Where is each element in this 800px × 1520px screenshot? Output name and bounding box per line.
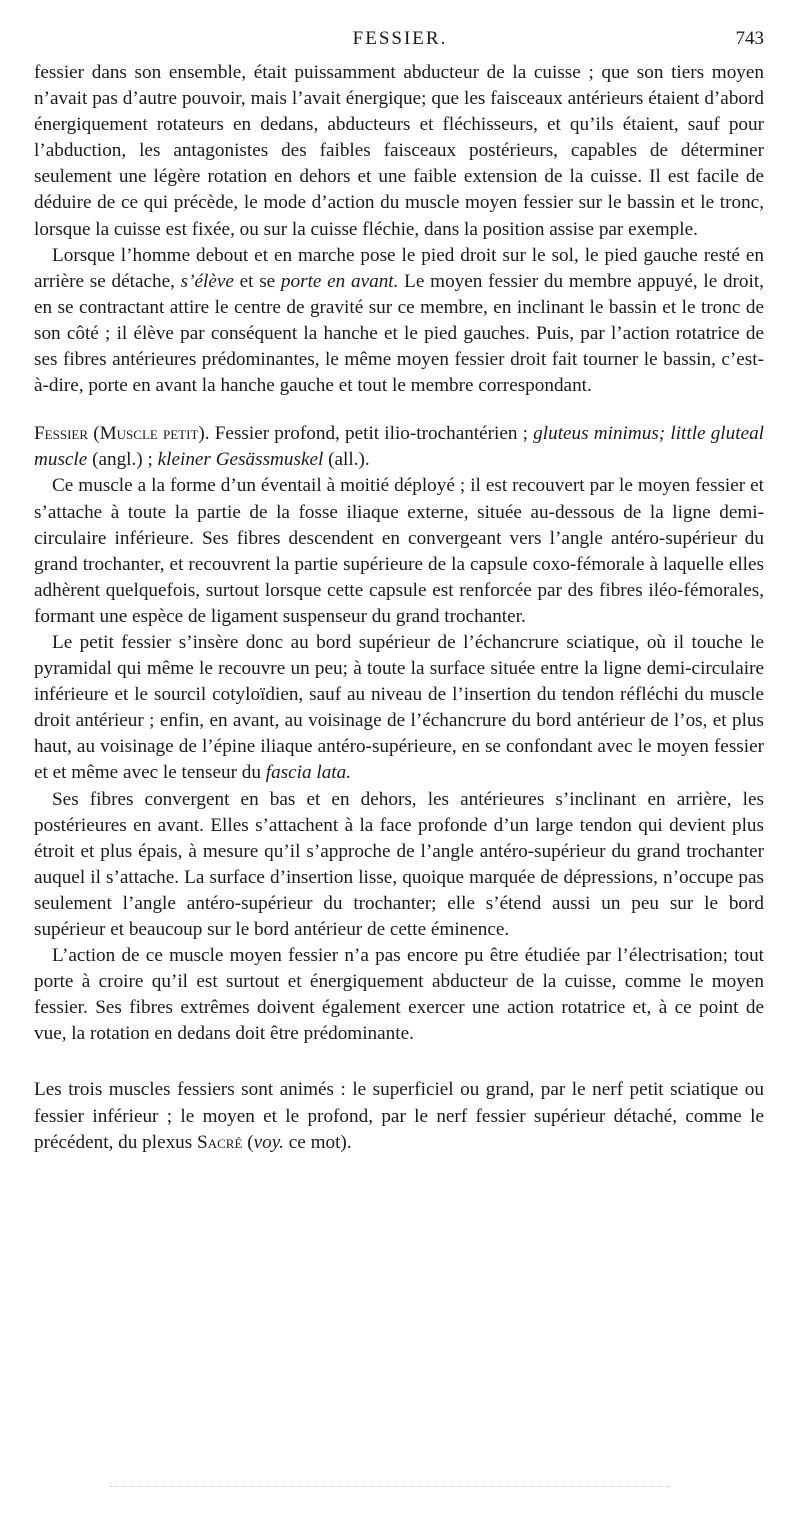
text-run: Les trois muscles fessiers sont animés : le superficiel ou grand, par le nerf petit sciatique ou fessier inférieur ; le moyen et le profond, par le nerf fessier supérieur détaché, comme le précédent, du plexus (34, 1079, 764, 1153)
text-run: Le petit fessier s’insère donc au bord supérieur de l’échancrure sciatique, où il touche le pyramidal qui même le recouvre un peu; à toute la surface située entre la ligne demi-circulaire inférieure et le sourcil cotyloïdien, sauf au niveau de l’insertion du tendon réfléchi du muscle droit antérieur ; enfin, en avant, au voisinage de l’échancrure du bord antérieur de l’os, et plus haut, au voisinage de l’épine iliaque antéro-supérieure, en se confondant avec le moyen fessier et et même avec le tenseur du (34, 631, 764, 784)
body-text (34, 60, 764, 1156)
entry-term: Fessier (34, 423, 89, 445)
paragraph-innervation (34, 1077, 764, 1155)
text-run: ce mot). (283, 1131, 352, 1153)
section-gap (34, 1047, 764, 1077)
paragraph-continuation: fessier dans son ensemble, était puissamment abducteur de la cuisse ; que son tiers moyen n’avait pas d’autre pouvoir, mais l’avait énergique; que les faisceaux antérieurs étaient d’abord énergiquement rotateurs en dedans, abducteurs et fléchisseurs, et qu’ils étaient, sauf pour l’abduction, les antagonistes des faibles faisceaux postérieurs, capables de déterminer seulement une légère rotation en dehors et une faible extension de la cuisse. Il est facile de déduire de ce qui précède, le mode d’action du muscle moyen fessier sur le bassin et le tronc, lorsque la cuisse est fixée, ou sur la cuisse fléchie, dans la position assise par exemple. (34, 62, 764, 240)
italic-term: porte en avant. (280, 270, 399, 292)
entry-latin: gluteus minimus; little gluteal muscle (34, 423, 765, 471)
italic-term: voy. (253, 1131, 284, 1153)
text-run: et se (233, 270, 281, 292)
page-number: 743 (735, 28, 764, 49)
entry-synonyms: Fessier profond, petit ilio-trochantérien ; (209, 423, 534, 445)
paragraph-fibres: Ses fibres convergent en bas et en dehors, les antérieures s’inclinant en arrière, les postérieures en avant. Elles s’attachent à la face profonde d’un large tendon qui devient plus étroit et plus épais, à mesure qu’il s’approche de l’angle antéro-supérieur du grand trochanter auquel il s’attache. La surface d’insertion lisse, quoique marquée de dépressions, n’occupe pas seulement l’angle antéro-supérieur du trochanter; elle s’étend aussi un peu sur le bord supérieur et beaucoup sur le bord antérieur de cette éminence. (34, 788, 764, 940)
text-run: Lorsque l’homme debout et en marche pose le pied droit sur le sol, le pied gauche resté en arrière se détache, (34, 244, 764, 292)
entry-lang-engl: (angl.) ; (87, 449, 158, 471)
italic-term: fascia lata. (265, 762, 352, 784)
entry-heading (34, 421, 764, 473)
cross-reference: Sacré (197, 1131, 243, 1153)
running-title: FESSIER. (352, 28, 448, 49)
running-head (0, 28, 800, 58)
text-run: ( (242, 1131, 254, 1153)
entry-german: kleiner Gesässmuskel (157, 449, 324, 471)
entry-lang-all: (all.). (323, 449, 370, 471)
paragraph-action: L’action de ce muscle moyen fessier n’a pas encore pu être étudiée par l’électrisation; tout porte à croire qu’il est surtout et énergiquement abducteur de la cuisse, comme le moyen fessier. Ses fibres extrêmes doivent également exercer une action rotatrice et, à ce point de vue, la rotation en dedans doit être prédominante. (34, 945, 764, 1045)
paragraph-insertion (34, 630, 764, 787)
footer-bleed-through (110, 1486, 670, 1487)
section-gap (34, 399, 764, 421)
paragraph-gait (34, 243, 764, 400)
paragraph-shape: Ce muscle a la forme d’un éventail à moitié déployé ; il est recouvert par le moyen fessier et s’attache à toute la partie de la fosse iliaque externe, située au-dessous de la ligne demi-circulaire inférieure. Ses fibres descendent en convergeant vers l’angle antéro-supérieur du grand trochanter, et recouvrent la partie supérieure de la capsule coxo-fémorale à laquelle elles adhèrent quelquefois, surtout lorsque cette capsule est renforcée par des fibres iléo-fémorales, formant une espèce de ligament suspenseur du grand trochanter. (34, 475, 764, 627)
entry-qualifier: (Muscle petit). (93, 423, 210, 445)
italic-term: s’élève (180, 270, 234, 292)
text-run: Le moyen fessier du membre appuyé, le droit, en se contractant attire le centre de gravité sur ce membre, en inclinant le bassin et le tronc de son côté ; il élève par conséquent la hanche et le pied gauches. Puis, par l’action rotatrice de ses fibres antérieures prédominantes, le même moyen fessier droit fait tourner le bassin, c’est-à-dire, porte en avant la hanche gauche et tout le membre correspondant. (34, 270, 764, 397)
